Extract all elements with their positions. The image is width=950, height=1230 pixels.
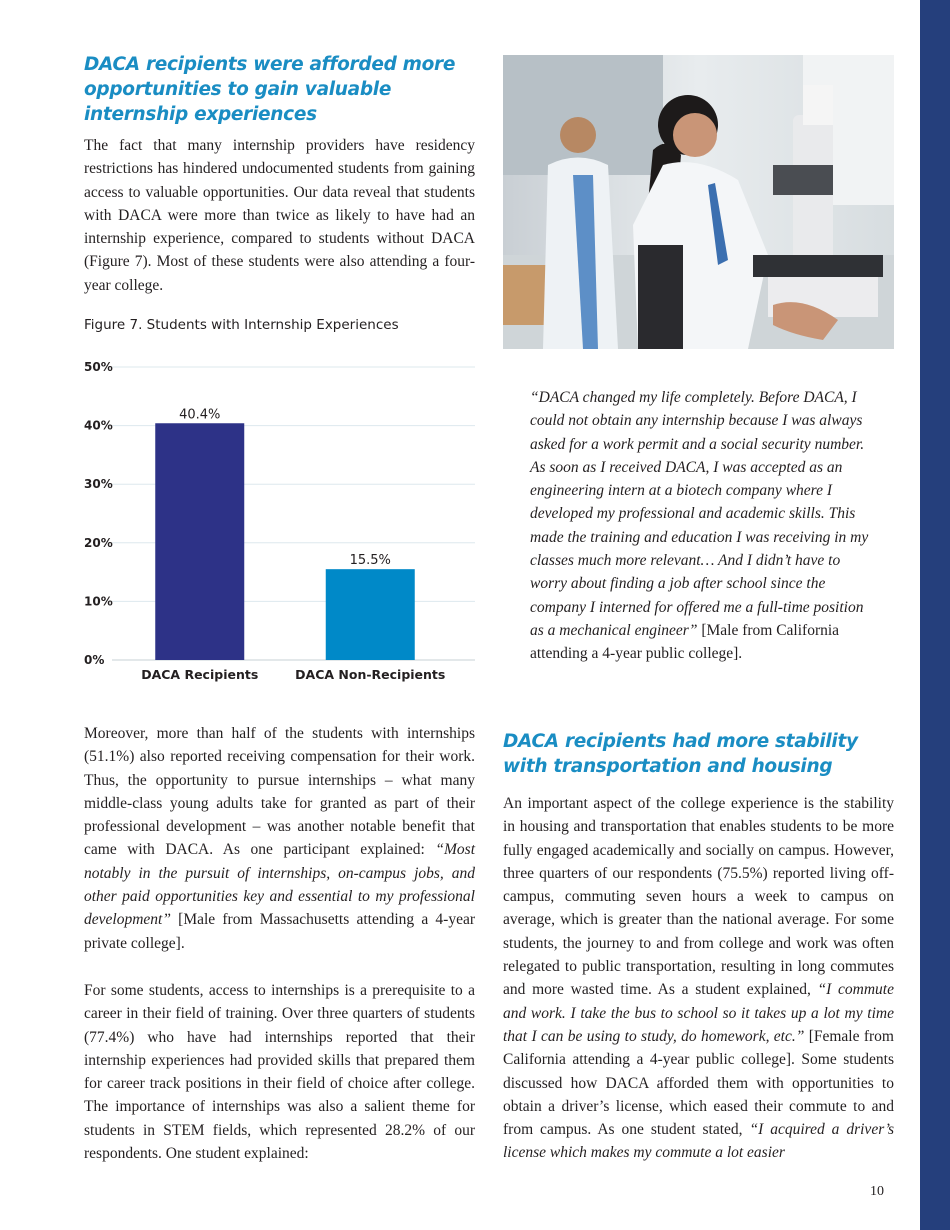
heading-line: DACA recipients were afforded more: [84, 54, 456, 75]
y-tick-label: 10%: [84, 594, 113, 609]
y-tick-label: 20%: [84, 535, 113, 550]
career-paragraph: For some students, access to internships is a prerequisite to a career in their field of training. Over three quarters of students (77.4%) who have had internships reported that their internship experiences had provided skills that prepared them for career track positions in their field of choice after college. The importance of internships was also a salient theme for students in STEM fields, which represented 28.2% of our respondents. One student explained:: [84, 982, 475, 1163]
heading-line: DACA recipients had more stability: [503, 731, 858, 752]
section-heading-internships: [84, 52, 455, 127]
heading-line: with transportation and housing: [503, 756, 833, 777]
intro-paragraph: The fact that many internship providers have residency restrictions has hindered undocumented students from gaining access to valuable opportunities. Our data reveal that students with DACA were more than twice as likely to have had an internship experience, compared to students without DACA (Figure 7). Most of these students were also attending a four-year college.: [84, 137, 475, 294]
compensation-paragraph: [84, 722, 475, 955]
x-category-label: DACA Non-Recipients: [295, 667, 446, 682]
paragraph-text: [Female from California attending a 4-year public college]. Some students discussed how DACA afforded them with opportunities to obtain a driver’s license, which eased their commute to and from campus. As one student stated,: [503, 1027, 894, 1139]
y-tick-label: 0%: [84, 653, 105, 667]
lab-photo: [503, 55, 894, 349]
transportation-paragraph: [503, 792, 894, 1165]
paragraph-text: Moreover, more than half of the students with internships (51.1%) also reported receiving compensation for their work. Thus, the opportunity to pursue internships – what many middle-class young adults take for granted as part of their professional development – was another notable benefit that came with DACA. As one participant explained:: [84, 725, 475, 859]
student-quote: [530, 386, 875, 666]
license-quote: “I acquired a driver’s license which makes my commute a lot easier: [503, 1121, 894, 1162]
bar-value-label: 40.4%: [179, 407, 221, 423]
bar-value-label: 15.5%: [349, 553, 391, 569]
participant-quote: “Most notably in the pursuit of internships, on-campus jobs, and other paid opportunities key and essential to my professional development”: [84, 841, 475, 929]
heading-line: internship experiences: [84, 104, 317, 125]
y-tick-label: 30%: [84, 477, 113, 492]
bar: [326, 569, 415, 660]
side-color-bar: [920, 0, 950, 1230]
commute-quote: “I commute and work. I take the bus to school so it takes up a lot my time that I can be using to study, do homework, etc.”: [503, 981, 894, 1045]
x-category-label: DACA Recipients: [141, 667, 259, 682]
y-tick-label: 50%: [84, 360, 113, 374]
figure-title: Figure 7. Students with Internship Experiences: [84, 317, 399, 333]
participant-attribution: [Male from Massachusetts attending a 4-year private college].: [84, 911, 475, 952]
paragraph-text: An important aspect of the college experience is the stability in housing and transportation that enables students to be more fully engaged academically and socially on campus. However, three quarters of our respondents (75.5%) reported living off-campus, commuting seven hours a week to campus on average, which is greater than the national average. For some students, the journey to and from college and work was often relegated to public transportation, resulting in long commutes and more wasted time. As a student explained,: [503, 795, 894, 999]
heading-line: opportunities to gain valuable: [84, 79, 392, 100]
y-tick-label: 40%: [84, 418, 113, 433]
page-number: 10: [870, 1184, 884, 1199]
bar: [155, 423, 244, 660]
quote-text: “DACA changed my life completely. Before DACA, I could not obtain any internship because I was always asked for a work permit and a social security number. As soon as I received DACA, I was accepted as an engineering intern at a biotech company where I developed my professional and academic skills. This made the training and education I was receiving in my classes much more relevant… And I didn’t have to worry about finding a job after school since the company I interned for offered me a full-time position as a mechanical engineer”: [530, 389, 869, 639]
section-heading-transportation: [503, 729, 858, 779]
quote-attribution: [Male from California attending a 4-year public college].: [530, 621, 840, 663]
internship-bar-chart: [80, 352, 480, 692]
